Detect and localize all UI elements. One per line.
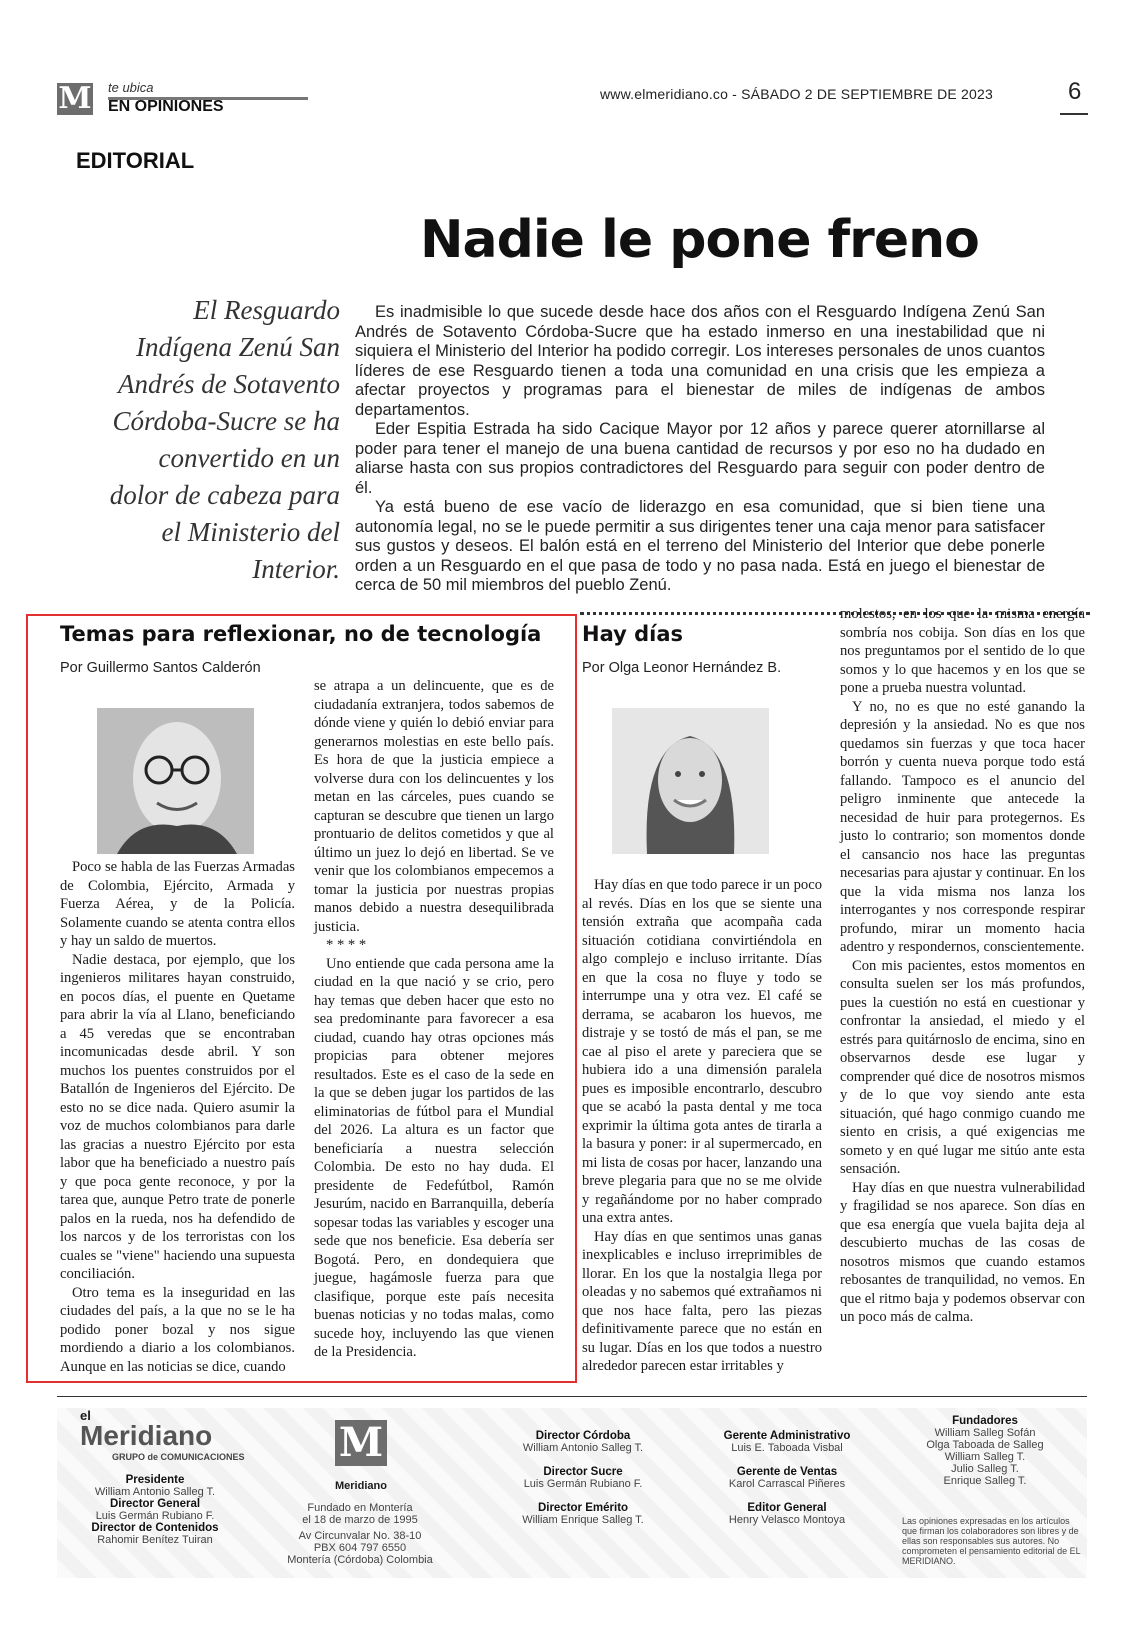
footer-fundador: Olga Taboada de Salleg bbox=[926, 1439, 1044, 1451]
paragraph: molestos, en los que la misma energía sombría nos cobija. Son días en los que nos preguntamos por el sentido de lo que somos y lo que hacemos y en los que se pone a prueba nuestra voluntad. bbox=[840, 606, 1085, 696]
paragraph: Otro tema es la inseguridad en las ciudades del país, a la que no se le ha podido poner bozal y nos sigue mordiendo a diario a los colombianos. Aunque en las noticias se dice, cuando bbox=[60, 1284, 295, 1375]
footer-editor-general-heading: Editor General bbox=[747, 1502, 827, 1514]
footer-editor-general-value: Henry Velasco Montoya bbox=[728, 1514, 846, 1526]
footer-director-contenidos-heading: Director de Contenidos bbox=[91, 1522, 219, 1534]
footer-director-cordoba-heading: Director Córdoba bbox=[535, 1430, 631, 1442]
footer-rule bbox=[57, 1396, 1087, 1397]
editorial-paragraph: Eder Espitia Estrada ha sido Cacique Mayor por 12 años y parece querer atornillarse al poder para tener el manejo de una buena cantidad de recursos y por eso no ha dudado en aliarse hasta con sus propios contradictores del Resguardo para seguir con poder dentro de él. bbox=[355, 420, 1045, 497]
column1-byline: Por Guillermo Santos Calderón bbox=[60, 660, 261, 676]
section-tagline: te ubica bbox=[108, 80, 154, 95]
footer-brand-name: Meridiano bbox=[80, 1420, 213, 1451]
editorial-paragraph: Es inadmisible lo que sucede desde hace dos años con el Resguardo Indígena Zenú San Andrés de Sotavento Córdoba-Sucre que ha estado inmerso en una inestabilidad que ni siquiera el Ministerio del Interior ha podido corregir. Los intereses personales de unos cuantos líderes de ese Resguardo tienen a toda una comunidad en una crisis que les empieza a afectar proyectos y programas para el bienestar de miles de indígenas de ambos departamentos. bbox=[355, 303, 1045, 419]
column2-right-text bbox=[840, 605, 1085, 1327]
footer-disclaimer: Las opiniones expresadas en los artículos que firman los colaboradores son libres y de ellas son responsables sus autores. No comprometen el pensamiento editorial de EL MERIDIANO. bbox=[902, 1516, 1081, 1566]
editorial-body bbox=[355, 303, 1045, 596]
footer-gerente-ventas-heading: Gerente de Ventas bbox=[736, 1466, 838, 1478]
footer-director-general-value: Luis Germán Rubiano F. bbox=[95, 1510, 215, 1522]
column1-right-text bbox=[314, 677, 554, 1362]
footer-fundador: Enrique Salleg T. bbox=[943, 1475, 1027, 1487]
footer-fundador: William Salleg T. bbox=[944, 1451, 1026, 1463]
footer-director-general-heading: Director General bbox=[109, 1498, 201, 1510]
footer-brand-el: el bbox=[80, 1408, 91, 1423]
footer-presidente-value: William Antonio Salleg T. bbox=[94, 1486, 216, 1498]
paragraph: Con mis pacientes, estos momentos en consulta suelen ser los más profundos, pues la cuestión no está en cuestionar y confrontar la ansiedad, el miedo y el estrés para quitárnoslo de encima, sino en observarnos desde ese lugar y comprender qué dice de nosotros mismos y de lo que voy siendo ante esta situación, qué hago conmigo cuando me siento en crisis, a qué exigencias me someto y en qué lugar me sitúo ante esta sensación. bbox=[840, 957, 1085, 1177]
footer-center-logo: M bbox=[335, 1420, 387, 1466]
footer-director-contenidos-value: Rahomir Benítez Tuiran bbox=[97, 1534, 213, 1546]
column1-left-text bbox=[60, 858, 295, 1376]
paragraph: se atrapa a un delincuente, que es de ciudadanía extranjera, todos sabemos de dónde viene y quién lo debió enviar para generarnos molestias en este bello país. Es hora de que la justicia empiece a volverse dura con los delincuentes y los metan en las cárceles, pues cuando se capturan se descubre que tienen un largo prontuario de delitos cometidos y que al último un juez lo dejó en libertad. Se ve venir que los colombianos empecemos a tomar la justicia por nuestras propias manos debido a nuestra desequilibrada justicia. bbox=[314, 678, 554, 935]
footer-gerente-admin-heading: Gerente Administrativo bbox=[723, 1430, 851, 1442]
footer-director-cordoba-value: William Antonio Salleg T. bbox=[522, 1442, 644, 1454]
column2-title: Hay días bbox=[582, 622, 684, 646]
page-number-rule bbox=[1060, 113, 1088, 115]
paragraph: Uno entiende que cada persona ame la ciudad en la que nació y se crio, pero hay temas que deben hacer que esto no sea predominante para favorecer a esa ciudad, cuando hay otras opciones más propicias para obtener mejores resultados. Este es el caso de la sede en la que se deben jugar los partidos de las eliminatorias de fútbol para el Mundial del 2026. La altura es un factor que beneficiaría a nuestra selección Colombia. De esto no hay duda. El presidente de Fedefútbol, Ramón Jesurúm, nacido en Barranquilla, debería sopesar todas las variables y escoger una sede que nos beneficie. Esa debería ser Bogotá. Pero, en dondequiera que juegue, hagámosle fuerza para que clasifique, porque este país necesita buenas noticias y no todas malas, como sucede hoy, incluyendo las que vienen de la Presidencia. bbox=[314, 955, 554, 1360]
column2-left-text bbox=[582, 876, 822, 1376]
footer-director-sucre-heading: Director Sucre bbox=[543, 1466, 623, 1478]
paragraph: Hay días en que sentimos unas ganas inexplicables e incluso irreprimibles de llorar. En los que la nostalgia llega por oleadas y no sabemos qué extrañamos ni que nos hace falta, pero las piezas definitivamente parece que no están en su lugar. Días en los que todos a nuestro alrededor parecen estar irritables y bbox=[582, 1228, 822, 1374]
footer-address-line: Montería (Córdoba) Colombia bbox=[287, 1554, 433, 1566]
separator-stars: * * * * bbox=[326, 937, 367, 953]
footer-director-emerito-heading: Director Emérito bbox=[537, 1502, 629, 1514]
section-kicker: EDITORIAL bbox=[76, 148, 195, 173]
dateline: www.elmeridiano.co - SÁBADO 2 DE SEPTIEMBRE DE 2023 bbox=[600, 86, 994, 102]
author-photo bbox=[612, 708, 769, 854]
footer-director-emerito-value: William Enrique Salleg T. bbox=[522, 1514, 644, 1526]
footer-fundado-line: Fundado en Montería bbox=[307, 1502, 413, 1514]
paragraph: Nadie destaca, por ejemplo, que los ingenieros militares hayan construido, en pocos días, el puente en Quetame para abrir la vía al Llano, beneficiando a 45 veredas que se encontraban incomunicadas desde abril. Y son muchos los puentes construidos por el Batallón de Ingenieros del Ejército. De esto no se dice nada. Quiero asumir la voz de muchos colombianos para darle las gracias a nuestro Ejército por esta labor que ha beneficiado a nuestro país y que poca gente reconoce, y por la tarea que, aunque Petro trate de ponerle palos en la rueda, nos ha defendido de los narcos y de los terroristas con los cuales se "viene" haciendo una supuesta conciliación. bbox=[60, 951, 295, 1282]
page-number: 6 bbox=[1068, 78, 1082, 105]
footer-address-line: Av Circunvalar No. 38-10 bbox=[298, 1530, 422, 1542]
section-name: EN OPINIONES bbox=[108, 98, 224, 115]
editorial-paragraph: Ya está bueno de ese vacío de liderazgo en esa comunidad, que si bien tiene una autonomía legal, no se le puede permitir a sus dirigentes tener una caja menor para satisfacer sus gustos y deseos. El balón está en el terreno del Ministerio del Interior que debe ponerle orden a un Resguardo en el que pasa de todo y no pasa nada. Está en juego el bienestar de cerca de 50 mil miembros del pueblo Zenú. bbox=[355, 498, 1045, 594]
column1-title: Temas para reflexionar, no de tecnología bbox=[60, 622, 542, 646]
logo-mark: M bbox=[58, 81, 92, 116]
editorial-headline: Nadie le pone freno bbox=[420, 210, 979, 270]
paragraph: Hay días en que todo parece ir un poco al revés. Días en los que se siente una tensión extraña que acompaña cada situación cotidiana convirtiéndola en algo complejo e incluso irritante. Días en que la cosa no fluye y todo se interrumpe una y otra vez. El café se derrama, se acabaron los huevos, me distraje y se tostó de más el pan, se me cae al piso el arete y pareciera que se hubiera ido a una dimensión paralela pues es imposible encontrarlo, descubro que se acabó la pasta dental y me toca exprimir la última gota antes de tirarla a la basura y poner: ir al supermercado, en mi lista de cosas por hacer, lanzando una breve plegaria para que no se me olvide y regañándome por no haber comprado una extra antes. bbox=[582, 877, 822, 1226]
footer-director-sucre-value: Luis Germán Rubiano F. bbox=[523, 1478, 643, 1490]
editorial-deck: El Resguardo Indígena Zenú San Andrés de Sotavento Córdoba-Sucre se ha convertido en un dolor de cabeza para el Ministerio del Interior. bbox=[109, 295, 340, 584]
footer-address-line: PBX 604 797 6550 bbox=[313, 1542, 407, 1554]
footer-fundador: William Salleg Sofán bbox=[934, 1427, 1036, 1439]
column2-byline: Por Olga Leonor Hernández B. bbox=[582, 660, 782, 676]
footer-gerente-admin-value: Luis E. Taboada Visbal bbox=[731, 1442, 843, 1454]
paragraph: Y no, no es que no esté ganando la depresión y la ansiedad. No es que nos quedamos sin fuerzas y que toca hacer borrón y cuenta nueva porque todo está fallando. Tampoco es el anuncio del peligro inminente que antecede la necesidad de huir para protegernos. Es justo lo contrario; son momentos donde el cansancio nos hace las preguntas necesarias para ajustar y continuar. En los que la vida misma nos lanza los interrogantes y nos corresponde respirar profundo, mirar un momento hacia adentro y respondernos, conscientemente. bbox=[840, 698, 1085, 955]
footer-fundadores-heading: Fundadores bbox=[952, 1415, 1018, 1427]
footer-fundador: Julio Salleg T. bbox=[951, 1463, 1019, 1475]
author-photo bbox=[97, 708, 254, 854]
footer-gerente-ventas-value: Karol Carrascal Piñeres bbox=[728, 1478, 846, 1490]
footer-brand-sub: GRUPO de COMUNICACIONES bbox=[112, 1452, 245, 1462]
paragraph: Hay días en que nuestra vulnerabilidad y fragilidad se nos aparece. Son días en que esa energía que vuela bajita deja al descubierto muchas de las cosas de nosotros mismos que cuando estamos rebosantes de tranquilidad, no vemos. En que el ritmo baja y podemos observar con un poco más de calma. bbox=[840, 1179, 1085, 1325]
footer-fundado-line: el 18 de marzo de 1995 bbox=[302, 1514, 418, 1526]
footer-presidente-heading: Presidente bbox=[125, 1474, 185, 1486]
footer-center-logo-name: Meridiano bbox=[335, 1480, 387, 1492]
paragraph: Poco se habla de las Fuerzas Armadas de Colombia, Ejército, Armada y Fuerza Aérea, y de la Policía. Solamente cuando se atenta contra ellos y hay un saldo de muertos. bbox=[60, 859, 295, 949]
